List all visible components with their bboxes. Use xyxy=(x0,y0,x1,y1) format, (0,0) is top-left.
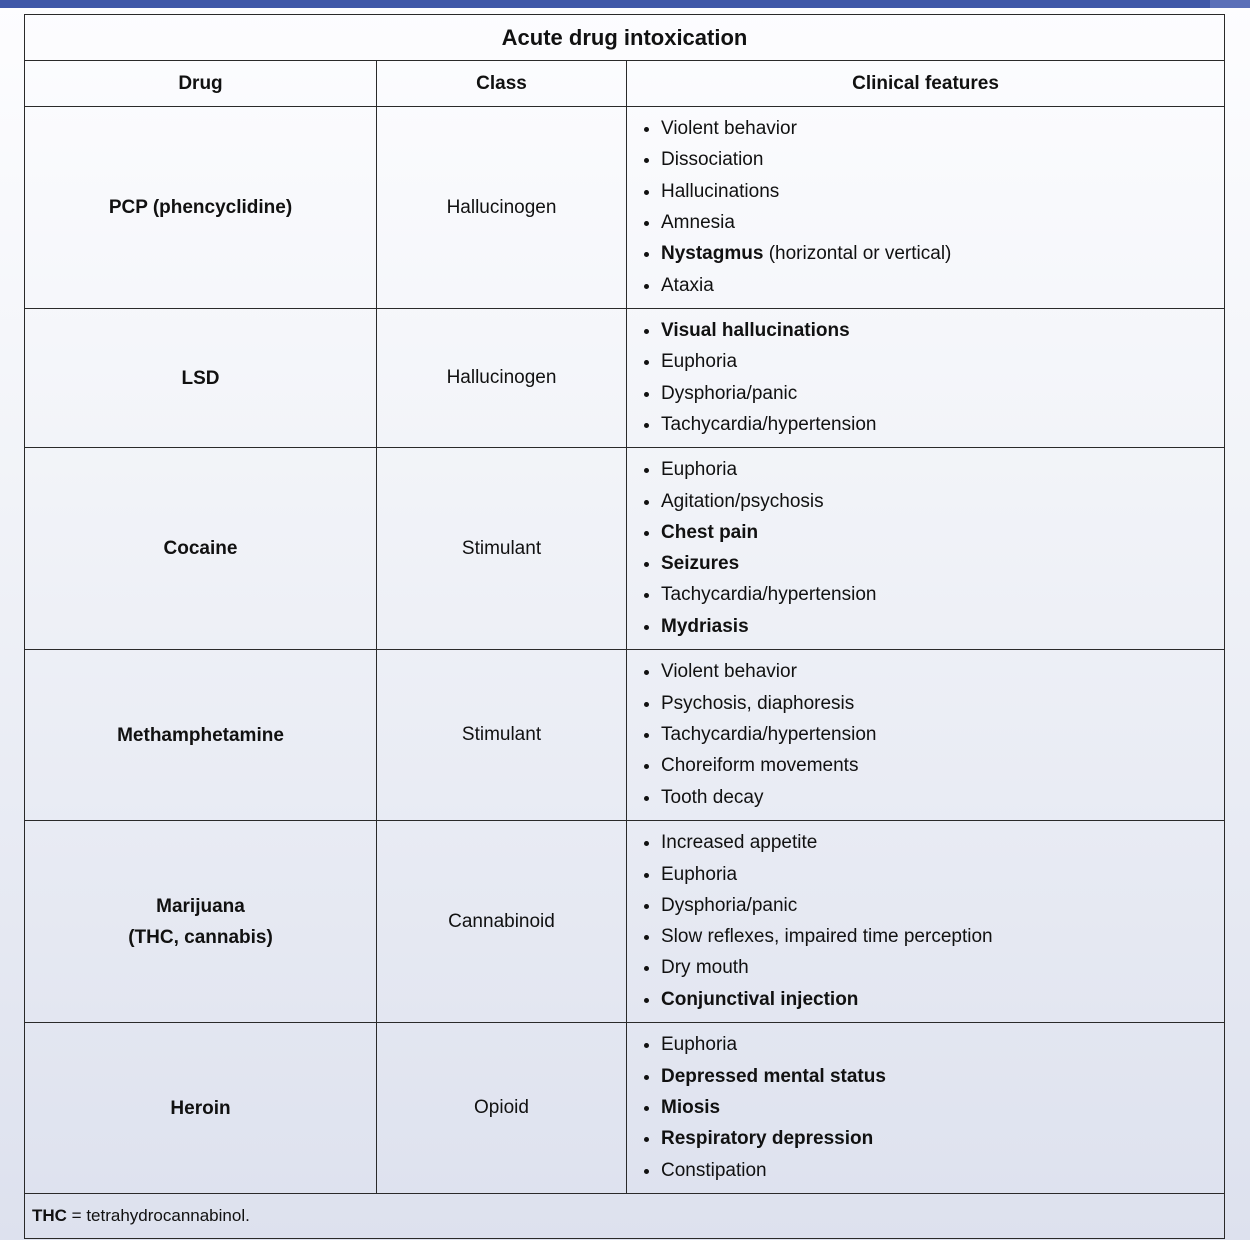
footnote xyxy=(25,1194,1225,1239)
clinical-features-list xyxy=(627,650,1224,819)
feature-text: Euphoria xyxy=(661,351,738,373)
drug-name: Methamphetamine xyxy=(117,724,284,746)
header-class: Class xyxy=(377,61,627,107)
drug-cell xyxy=(25,448,377,650)
feature-text: Violent behavior xyxy=(661,661,797,683)
feature-text: Tooth decay xyxy=(661,786,764,808)
drug-name: PCP (phencyclidine) xyxy=(108,197,293,218)
feature-item xyxy=(661,409,1224,440)
feature-text: Agitation/psychosis xyxy=(661,490,824,512)
drug-class: Stimulant xyxy=(377,650,627,821)
feature-bold-text: Depressed mental status xyxy=(661,1065,886,1087)
drug-cell xyxy=(25,1023,377,1194)
feature-bold-text: Respiratory depression xyxy=(661,1128,874,1150)
feature-item xyxy=(661,750,1224,781)
clinical-features-cell xyxy=(627,448,1225,650)
feature-text: Tachycardia/hypertension xyxy=(661,724,877,746)
feature-item xyxy=(661,1061,1224,1092)
feature-text: Psychosis, diaphoresis xyxy=(661,692,855,714)
clinical-features-cell xyxy=(627,1023,1225,1194)
footnote-definition: = tetrahydrocannabinol. xyxy=(66,1206,250,1226)
drug-cell xyxy=(25,821,377,1023)
feature-item xyxy=(661,238,1224,269)
feature-item xyxy=(661,656,1224,687)
footnote-abbreviation: THC xyxy=(32,1206,67,1226)
feature-item xyxy=(661,719,1224,750)
feature-bold-text: Nystagmus xyxy=(661,243,764,265)
drug-class: Opioid xyxy=(377,1023,627,1194)
feature-text: Dysphoria/panic xyxy=(661,894,798,916)
feature-bold-text: Seizures xyxy=(661,553,740,575)
drug-intoxication-table xyxy=(24,14,1225,1239)
feature-text: Hallucinations xyxy=(661,180,780,202)
feature-text: Dissociation xyxy=(661,149,764,171)
top-bar xyxy=(0,0,1250,8)
table-title: Acute drug intoxication xyxy=(25,15,1225,61)
feature-text: Choreiform movements xyxy=(661,755,859,777)
feature-text: Slow reflexes, impaired time perception xyxy=(661,926,993,948)
drug-name: Cocaine xyxy=(163,538,238,560)
feature-text: Tachycardia/hypertension xyxy=(661,584,877,606)
feature-text: Ataxia xyxy=(661,274,714,296)
feature-item xyxy=(661,486,1224,517)
drug-name: Marijuana xyxy=(156,895,245,917)
feature-item xyxy=(661,270,1224,301)
feature-bold-text: Miosis xyxy=(661,1097,721,1119)
feature-item xyxy=(661,890,1224,921)
feature-item xyxy=(661,207,1224,238)
feature-text: Dry mouth xyxy=(661,957,749,979)
feature-item xyxy=(661,548,1224,579)
clinical-features-list xyxy=(627,821,1224,1022)
drug-class: Cannabinoid xyxy=(377,821,627,1023)
feature-item xyxy=(661,688,1224,719)
feature-item xyxy=(661,113,1224,144)
top-bar-tail xyxy=(1210,0,1250,8)
feature-text: Amnesia xyxy=(661,212,735,233)
feature-item xyxy=(661,176,1224,207)
drug-name-subtitle: (THC, cannabis) xyxy=(128,926,273,948)
feature-text: Tachycardia/hypertension xyxy=(661,413,877,435)
drug-class: Hallucinogen xyxy=(377,107,627,309)
feature-item xyxy=(661,782,1224,813)
table-row xyxy=(25,107,1225,309)
header-drug: Drug xyxy=(25,61,377,107)
feature-item xyxy=(661,144,1224,175)
feature-bold-text: Visual hallucinations xyxy=(661,320,850,341)
table-row xyxy=(25,1023,1225,1194)
feature-item xyxy=(661,315,1224,346)
clinical-features-list xyxy=(627,448,1224,649)
clinical-features-cell xyxy=(627,650,1225,821)
feature-item xyxy=(661,579,1224,610)
table-row xyxy=(25,821,1225,1023)
feature-text: Violent behavior xyxy=(661,118,797,140)
clinical-features-cell xyxy=(627,309,1225,448)
feature-item xyxy=(661,984,1224,1015)
feature-item xyxy=(661,952,1224,983)
feature-item xyxy=(661,1029,1224,1060)
feature-item xyxy=(661,1123,1224,1154)
clinical-features-cell xyxy=(627,107,1225,309)
feature-text: Dysphoria/panic xyxy=(661,382,798,404)
feature-item xyxy=(661,346,1224,377)
clinical-features-list xyxy=(627,1023,1224,1192)
feature-item xyxy=(661,859,1224,890)
feature-bold-text: Conjunctival injection xyxy=(661,988,859,1010)
feature-text: Euphoria xyxy=(661,1034,738,1056)
drug-cell xyxy=(25,309,377,448)
feature-bold-text: Mydriasis xyxy=(661,615,749,637)
drug-cell xyxy=(25,650,377,821)
header-features: Clinical features xyxy=(627,61,1225,107)
feature-text: Euphoria xyxy=(661,459,738,481)
feature-item xyxy=(661,1092,1224,1123)
feature-text: Increased appetite xyxy=(661,832,818,854)
feature-text: Constipation xyxy=(661,1159,767,1181)
drug-name: LSD xyxy=(181,367,220,389)
table-row xyxy=(25,309,1225,448)
clinical-features-cell xyxy=(627,821,1225,1023)
feature-item xyxy=(661,454,1224,485)
feature-bold-text: Chest pain xyxy=(661,521,759,543)
feature-item xyxy=(661,517,1224,548)
clinical-features-list xyxy=(627,309,1224,447)
table-row xyxy=(25,448,1225,650)
feature-text: (horizontal or vertical) xyxy=(763,243,952,265)
drug-name: Heroin xyxy=(170,1097,231,1119)
feature-item xyxy=(661,378,1224,409)
drug-class: Hallucinogen xyxy=(377,309,627,448)
clinical-features-list xyxy=(627,107,1224,308)
feature-item xyxy=(661,611,1224,642)
feature-item xyxy=(661,921,1224,952)
footnote-row xyxy=(25,1194,1225,1239)
table-row xyxy=(25,650,1225,821)
feature-item xyxy=(661,1155,1224,1186)
feature-item xyxy=(661,827,1224,858)
drug-class: Stimulant xyxy=(377,448,627,650)
drug-cell xyxy=(25,107,377,309)
feature-text: Euphoria xyxy=(661,863,738,885)
